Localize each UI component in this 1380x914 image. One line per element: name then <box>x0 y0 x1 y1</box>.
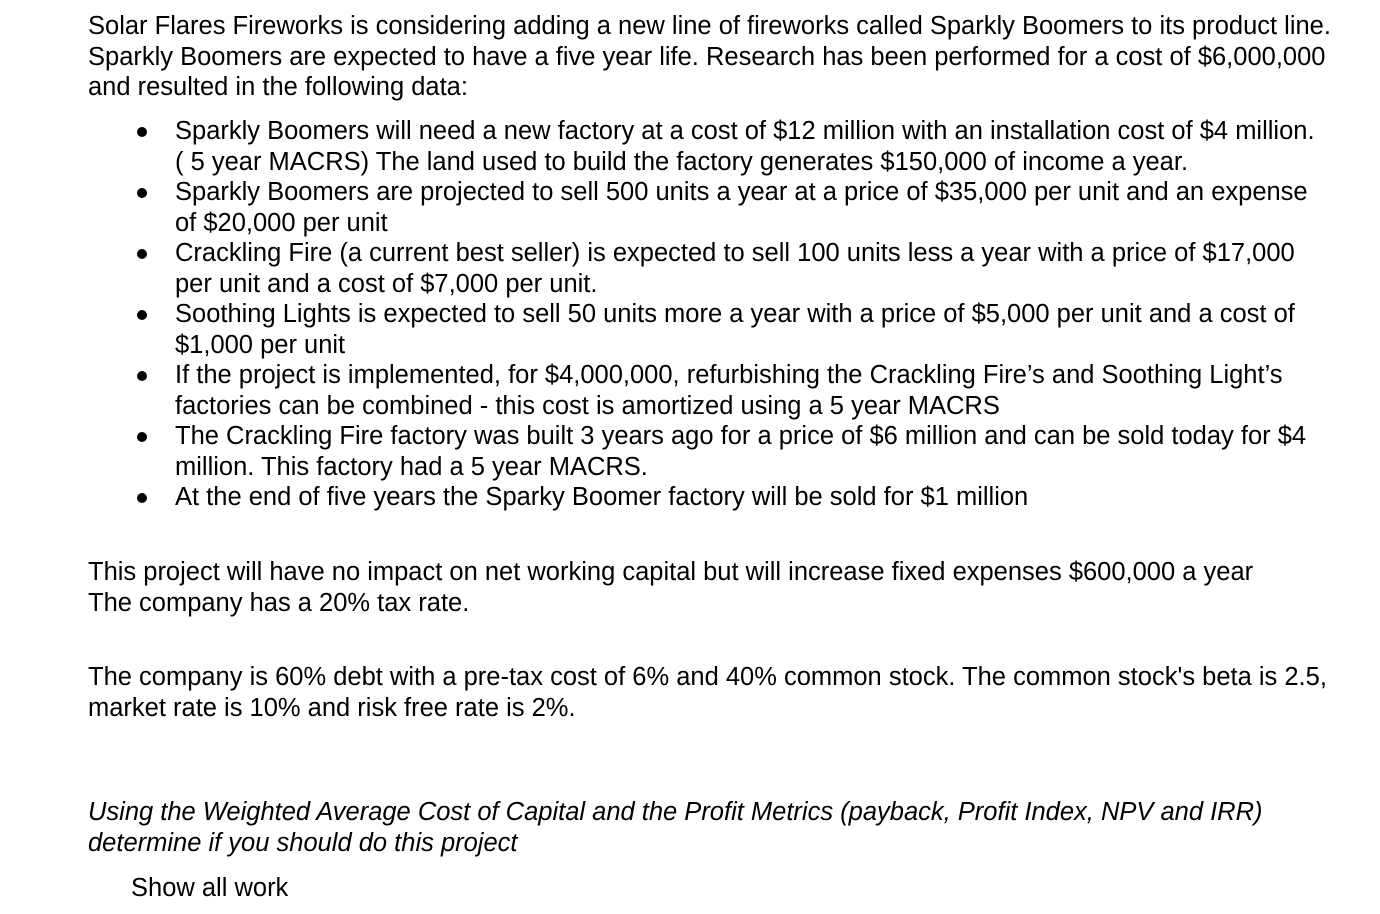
list-item <box>0 482 1340 513</box>
instruction-text: Show all work <box>131 874 289 902</box>
intro-paragraph: Solar Flares Fireworks is considering adding a new line of fireworks called Sparkly Boomers to its product line. Sparkly Boomers are expected to have a five year life. Research has been performed for a cost of $6,000,000 and resulted in the following data: <box>88 12 1331 101</box>
tax-rate-text: The company has a 20% tax rate. <box>88 588 470 617</box>
bullet-icon <box>137 371 147 381</box>
data-bullet-list <box>0 116 1340 513</box>
list-item <box>0 360 1340 421</box>
list-item <box>0 177 1340 238</box>
question-text: Using the Weighted Average Cost of Capital and the Profit Metrics (payback, Profit Index, NPV and IRR) determine if you should do this project <box>88 798 1263 857</box>
bullet-text: Soothing Lights is expected to sell 50 units more a year with a price of $5,000 per unit and a cost of $1,000 per unit <box>175 300 1295 359</box>
capital-structure-paragraph: The company is 60% debt with a pre-tax cost of 6% and 40% common stock. The common stock's beta is 2.5, market rate is 10% and risk free rate is 2%. <box>88 663 1327 722</box>
bullet-icon <box>137 249 147 259</box>
bullet-icon <box>137 310 147 320</box>
list-item <box>0 238 1340 299</box>
list-item <box>0 421 1340 482</box>
fixed-expenses-text: This project will have no impact on net working capital but will increase fixed expenses $600,000 a year <box>88 558 1254 586</box>
bullet-icon <box>137 188 147 198</box>
bullet-icon <box>137 432 147 442</box>
bullet-text: At the end of five years the Sparky Boomer factory will be sold for $1 million <box>175 483 1029 511</box>
list-item <box>0 299 1340 360</box>
bullet-text: Sparkly Boomers will need a new factory at a cost of $12 million with an installation cost of $4 million. ( 5 year MACRS) The land used to build the factory generates $150,000 of income a year. <box>175 117 1315 176</box>
bullet-text: If the project is implemented, for $4,000,000, refurbishing the Crackling Fire’s and Soothing Light’s factories can be combined - this cost is amortized using a 5 year MACRS <box>175 361 1283 420</box>
bullet-text: Crackling Fire (a current best seller) is expected to sell 100 units less a year with a price of $17,000 per unit and a cost of $7,000 per unit. <box>175 239 1295 298</box>
working-capital-paragraph <box>88 557 1338 618</box>
list-item <box>0 116 1340 177</box>
bullet-text: Sparkly Boomers are projected to sell 500 units a year at a price of $35,000 per unit and an expense of $20,000 per unit <box>175 178 1308 237</box>
bullet-icon <box>137 127 147 137</box>
bullet-text: The Crackling Fire factory was built 3 years ago for a price of $6 million and can be sold today for $4 million. This factory had a 5 year MACRS. <box>175 422 1307 481</box>
bullet-icon <box>137 493 147 503</box>
